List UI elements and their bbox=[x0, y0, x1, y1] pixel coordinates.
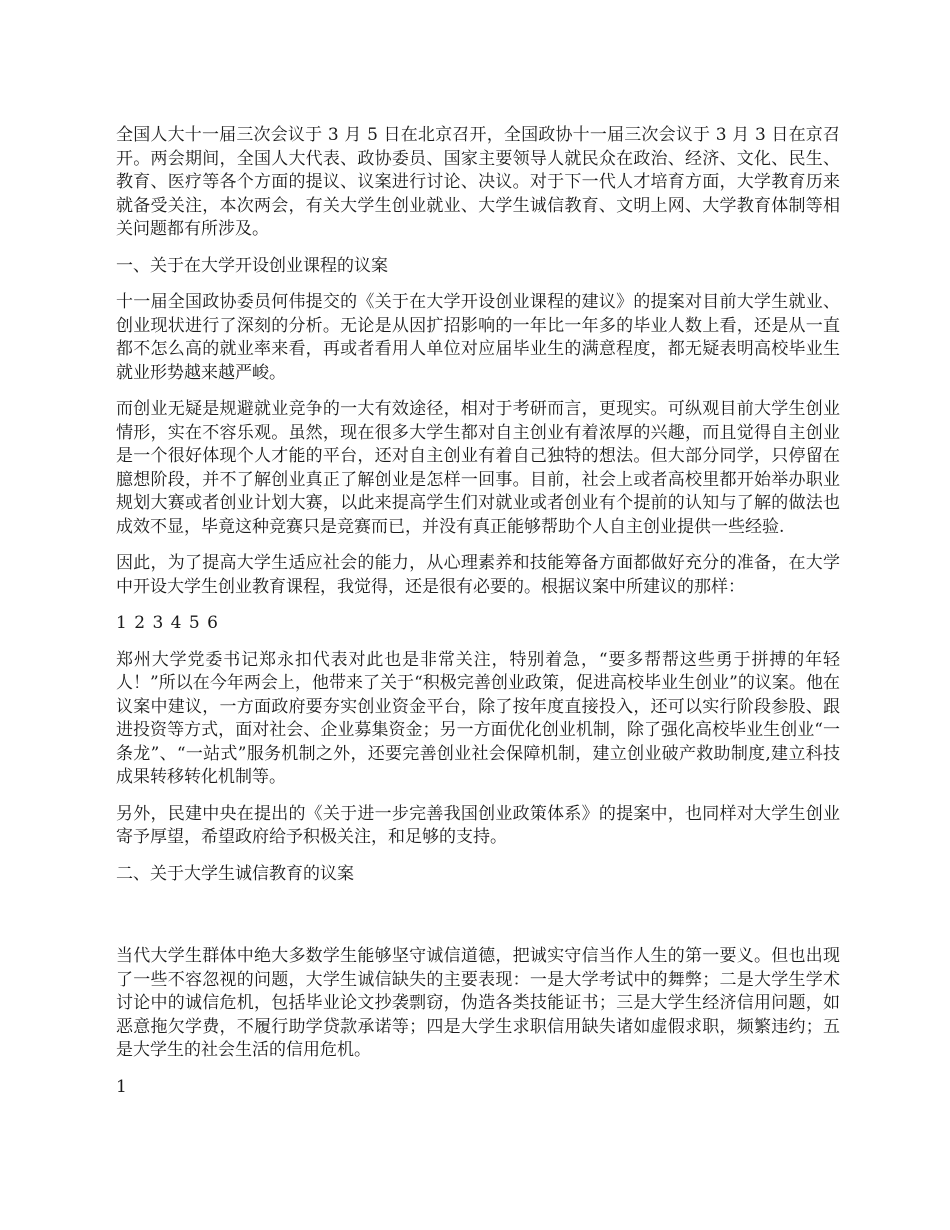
document-page bbox=[116, 124, 840, 1099]
page-number: 1 bbox=[116, 1076, 127, 1097]
section1-paragraph-3: 因此，为了提高大学生适应社会的能力，从心理素养和技能筹备方面都做好充分的准备，在大学中开设大学生创业教育课程，我觉得，还是很有必要的。根据议案中所建议的那样： bbox=[116, 553, 840, 597]
blank-space bbox=[116, 899, 840, 945]
section1-heading: 一、关于在大学开设创业课程的议案 bbox=[116, 255, 388, 276]
numbered-list-markers: 1 2 3 4 5 6 bbox=[116, 613, 219, 633]
section2-heading: 二、关于大学生诚信教育的议案 bbox=[116, 863, 354, 884]
section1-paragraph-4: 郑州大学党委书记郑永扣代表对此也是非常关注，特别着急，“要多帮帮这些勇于拼搏的年轻人！”所以在今年两会上，他带来了关于“积极完善创业政策，促进高校毕业生创业”的议案。他在议案中建议，一方面政府要夯实创业资金平台，除了按年度直接投入，还可以实行阶段参股、跟进投资等方式，面对社会、企业募集资金；另一方面优化创业机制，除了强化高校毕业生创业“一条龙”、“一站式”服务机制之外，还要完善创业社会保障机制，建立创业破产救助制度,建立科技成果转移转化机制等。 bbox=[116, 649, 840, 787]
intro-paragraph: 全国人大十一届三次会议于 3 月 5 日在北京召开，全国政协十一届三次会议于 3 月 3 日在京召开。两会期间，全国人大代表、政协委员、国家主要领导人就民众在政治、经济、文化、民生、教育、医疗等各个方面的提议、议案进行讨论、决议。对于下一代人才培育方面，大学教育历来就备受关注，本次两会，有关大学生创业就业、大学生诚信教育、文明上网、大学教育体制等相关问题都有所涉及。 bbox=[116, 125, 840, 239]
section2-paragraph-1: 当代大学生群体中绝大多数学生能够坚守诚信道德，把诚实守信当作人生的第一要义。但也出现了一些不容忽视的问题，大学生诚信缺失的主要表现：一是大学考试中的舞弊；二是大学生学术讨论中的诚信危机，包括毕业论文抄袭剽窃，伪造各类技能证书；三是大学生经济信用问题，如恶意拖欠学费，不履行助学贷款承诺等；四是大学生求职信用缺失诸如虚假求职，频繁违约；五是大学生的社会生活的信用危机。 bbox=[116, 946, 840, 1060]
section1-paragraph-1: 十一届全国政协委员何伟提交的《关于在大学开设创业课程的建议》的提案对目前大学生就业、创业现状进行了深刻的分析。无论是从因扩招影响的一年比一年多的毕业人数上看，还是从一直都不怎么高的就业率来看，再或者看用人单位对应届毕业生的满意程度，都无疑表明高校毕业生就业形势越来越严峻。 bbox=[116, 292, 840, 383]
section1-paragraph-2: 而创业无疑是规避就业竞争的一大有效途径，相对于考研而言，更现实。可纵观目前大学生创业情形，实在不容乐观。虽然，现在很多大学生都对自主创业有着浓厚的兴趣，而且觉得自主创业是一个很好体现个人才能的平台，还对自主创业有着自己独特的想法。但大部分同学，只停留在臆想阶段，并不了解创业真正了解创业是怎样一回事。目前，社会上或者高校里都开始举办职业规划大赛或者创业计划大赛，以此来提高学生们对就业或者创业有个提前的认知与了解的做法也成效不显，毕竟这种竞赛只是竞赛而已，并没有真正能够帮助个人自主创业提供一些经验. bbox=[116, 399, 840, 537]
section1-paragraph-5: 另外，民建中央在提出的《关于进一步完善我国创业政策体系》的提案中，也同样对大学生创业寄予厚望，希望政府给予积极关注，和足够的支持。 bbox=[116, 803, 840, 847]
